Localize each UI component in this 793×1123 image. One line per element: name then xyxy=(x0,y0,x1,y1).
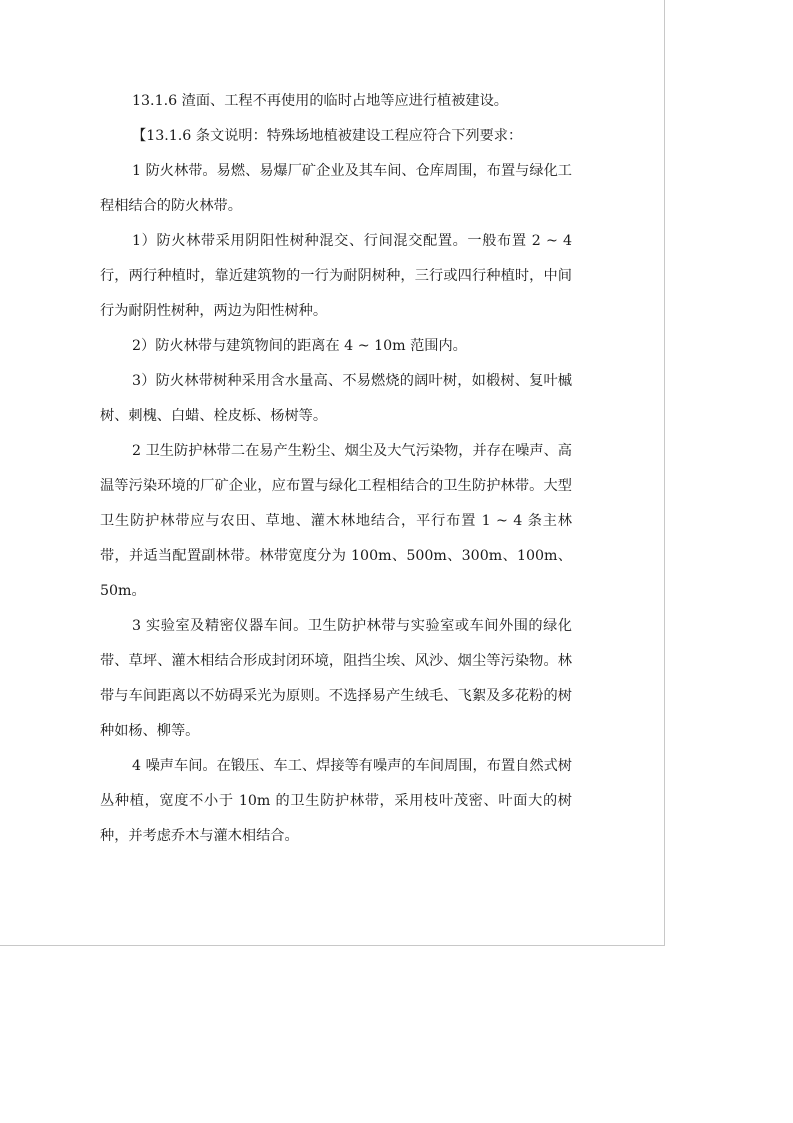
item-1-sub-2: 2）防火林带与建筑物间的距离在 4 ~ 10m 范围内。 xyxy=(132,338,467,354)
clause-13-1-6: 13.1.6 渣面、工程不再使用的临时占地等应进行植被建设。 xyxy=(132,93,508,109)
item-1-firebreak-belt: 1 防火林带。易燃、易爆厂矿企业及其车间、仓库周围，布置与绿化工程相结合的防火林带。 xyxy=(100,163,572,214)
clause-explanation-heading: 【13.1.6 条文说明：特殊场地植被建设工程应符合下列要求： xyxy=(132,128,523,144)
item-1-sub-3: 3）防火林带树种采用含水量高、不易燃烧的阔叶树，如椴树、复叶槭树、刺槐、白蜡、栓皮栎、杨树等。 xyxy=(100,373,572,424)
item-3-laboratory: 3 实验室及精密仪器车间。卫生防护林带与实验室或车间外围的绿化带、草坪、灌木相结合形成封闭环境，阻挡尘埃、风沙、烟尘等污染物。林带与车间距离以不妨碍采光为原则。不选择易产生绒毛、飞絮及多花粉的树种如杨、柳等。 xyxy=(100,618,572,739)
item-4-noise-workshop: 4 噪声车间。在锻压、车工、焊接等有噪声的车间周围，布置自然式树丛种植，宽度不小于 10m 的卫生防护林带，采用枝叶茂密、叶面大的树种，并考虑乔木与灌木相结合。 xyxy=(100,758,572,844)
document-body xyxy=(100,84,572,854)
item-1-sub-1: 1）防火林带采用阴阳性树种混交、行间混交配置。一般布置 2 ~ 4 行，两行种植时，靠近建筑物的一行为耐阴树种，三行或四行种植时，中间行为耐阴性树种，两边为阳性树种。 xyxy=(100,233,572,319)
item-2-sanitary-belt: 2 卫生防护林带二在易产生粉尘、烟尘及大气污染物，并存在噪声、高温等污染环境的厂矿企业，应布置与绿化工程相结合的卫生防护林带。大型卫生防护林带应与农田、草地、灌木林地结合，平行布置 1 ~ 4 条主林带，并适当配置副林带。林带宽度分为 100m、500m、300m、100m、50m。 xyxy=(100,443,572,599)
